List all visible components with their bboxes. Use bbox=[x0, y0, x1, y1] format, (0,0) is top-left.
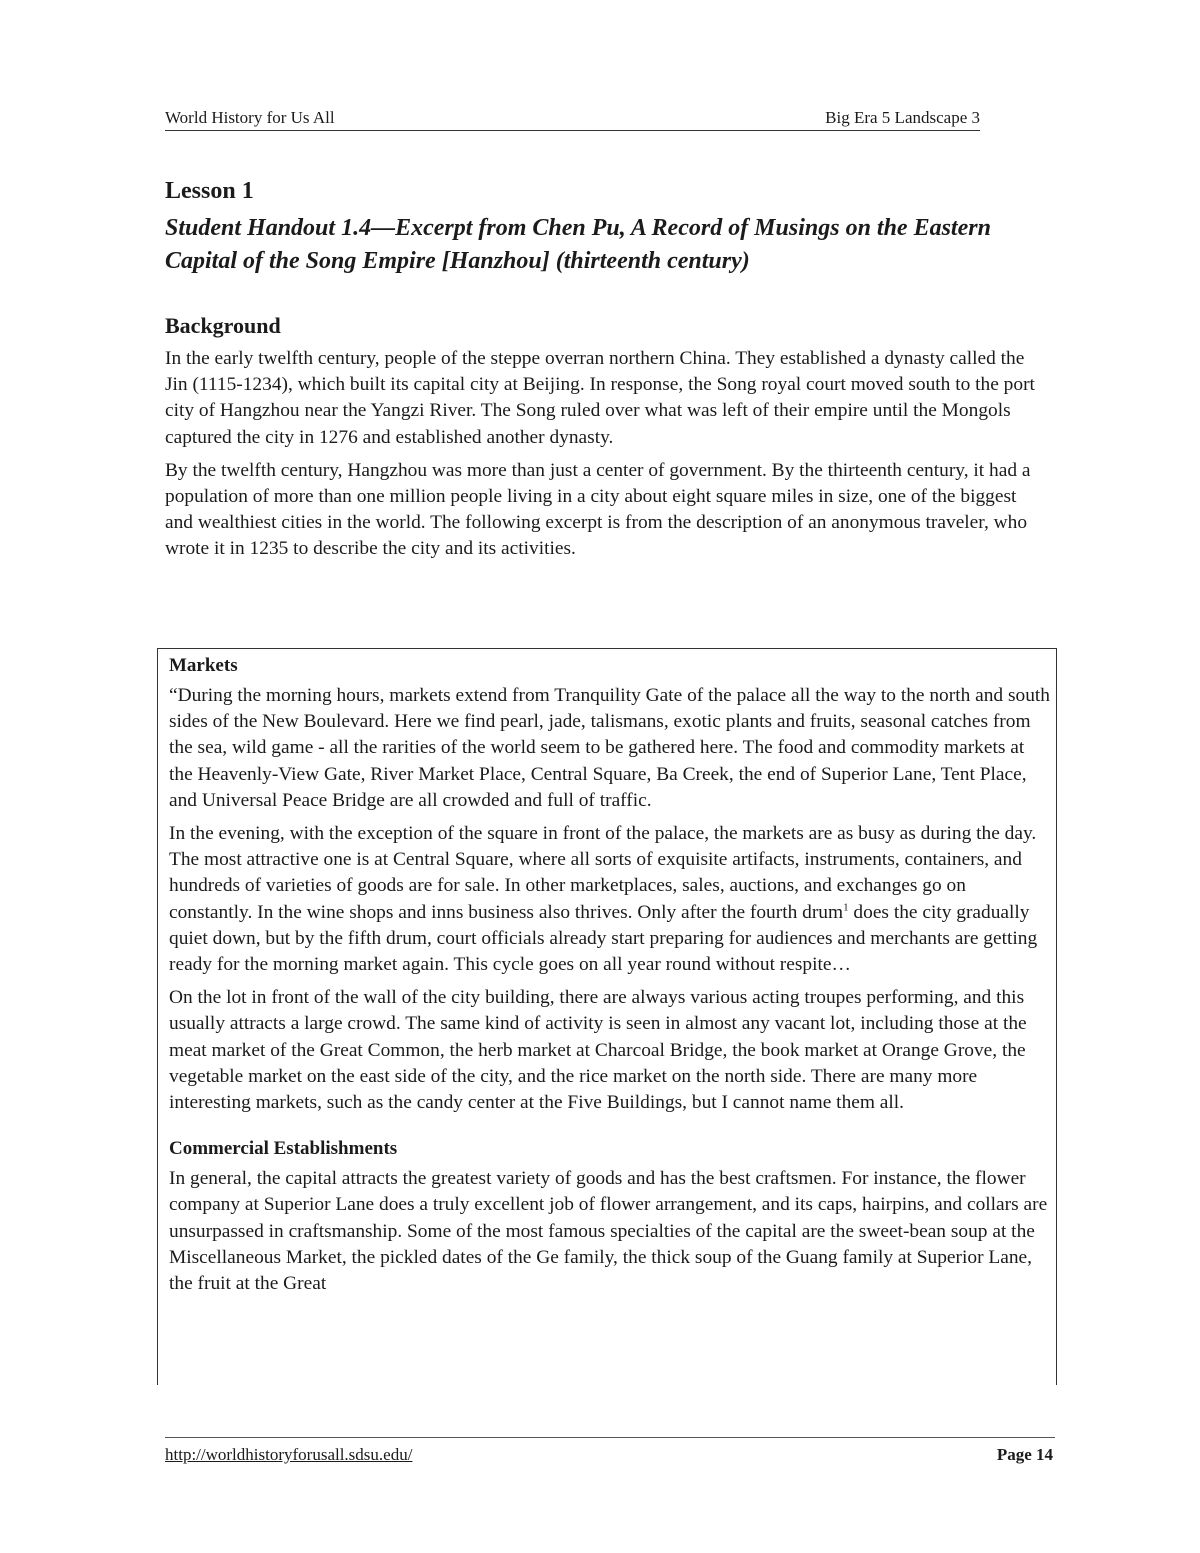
commercial-paragraph-1: In general, the capital attracts the greatest variety of goods and has the best craftsmen. For instance, the flower company at Superior Lane does a truly excellent job of flower arrangement, and its caps, hairpins, and collars are unsurpassed in craftsmanship. Some of the most famous specialties of the capital are the sweet-bean soup at the Miscellaneous Market, the pickled dates of the Ge family, the thick soup of the Guang family at Superior Lane, the fruit at the Great bbox=[169, 1168, 1048, 1295]
handout-title: Student Handout 1.4—Excerpt from Chen Pu, A Record of Musings on the Eastern Capital of the Song Empire [Hanzhou] (thirteenth century) bbox=[165, 215, 991, 274]
page-header bbox=[165, 108, 980, 131]
footer-divider bbox=[165, 1437, 1055, 1438]
background-paragraph-1: In the early twelfth century, people of the steppe overran northern China. They established a dynasty called the Jin (1115-1234), which built its capital city at Beijing. In response, the Song royal court moved south to the port city of Hangzhou near the Yangzi River. The Song ruled over what was left of their empire until the Mongols captured the city in 1276 and established another dynasty. bbox=[165, 348, 1035, 448]
markets-paragraph-2 bbox=[169, 821, 1051, 978]
header-series-title: World History for Us All bbox=[165, 108, 335, 127]
excerpt-box bbox=[157, 648, 1057, 1385]
excerpt-content bbox=[169, 655, 1051, 1304]
background-paragraph-2: By the twelfth century, Hangzhou was more than just a center of government. By the thirteenth century, it had a population of more than one million people living in a city about eight square miles in size, one of the biggest and wealthiest cities in the world. The following excerpt is from the description of an anonymous traveler, who wrote it in 1235 to describe the city and its activities. bbox=[165, 459, 1031, 560]
markets-paragraph-2-text: In the evening, with the exception of the square in front of the palace, the markets are as busy as during the day. The most attractive one is at Central Square, where all sorts of exquisite artifacts, instruments, containers, and hundreds of varieties of goods are for sale. In other marketplaces, sales, auctions, and exchanges go on constantly. In the wine shops and inns business also thrives. Only after the fourth drum bbox=[169, 823, 1037, 923]
commercial-heading: Commercial Establishments bbox=[169, 1138, 398, 1160]
page-number: Page 14 bbox=[996, 1445, 1053, 1464]
background-heading: Background bbox=[165, 313, 281, 338]
markets-paragraph-2-text-cont: does the city gradually quiet down, but by the fifth drum, court officials already start preparing for audiences and merchants are getting ready for the morning market again. This cycle goes on all year round without respite… bbox=[169, 901, 1038, 976]
markets-paragraph-1: “During the morning hours, markets extend from Tranquility Gate of the palace all the way to the north and south sides of the New Boulevard. Here we find pearl, jade, talismans, exotic plants and fruits, seasonal catches from the sea, wild game - all the rarities of the world seem to be gathered here. The food and commodity markets at the Heavenly-View Gate, River Market Place, Central Square, Ba Creek, the end of Superior Lane, Tent Place, and Universal Peace Bridge are all crowded and full of traffic. bbox=[169, 685, 1050, 811]
markets-heading: Markets bbox=[169, 655, 238, 676]
footnote-marker[interactable]: 1 bbox=[843, 901, 849, 914]
markets-paragraph-3: On the lot in front of the wall of the city building, there are always various acting troupes performing, and this usually attracts a large crowd. The same kind of activity is seen in almost any vacant lot, including those at the meat market of the Great Common, the herb market at Charcoal Bridge, the book market at Orange Grove, the vegetable market on the east side of the city, and the rice market on the north side. There are many more interesting markets, such as the candy center at the Five Buildings, but I cannot name them all. bbox=[169, 987, 1027, 1114]
lesson-heading: Lesson 1 bbox=[165, 178, 254, 204]
header-era-label: Big Era 5 Landscape 3 bbox=[825, 108, 980, 127]
page-footer bbox=[165, 1445, 1053, 1465]
background-section bbox=[165, 346, 1045, 570]
footer-url-link[interactable]: http://worldhistoryforusall.sdsu.edu/ bbox=[165, 1445, 413, 1464]
